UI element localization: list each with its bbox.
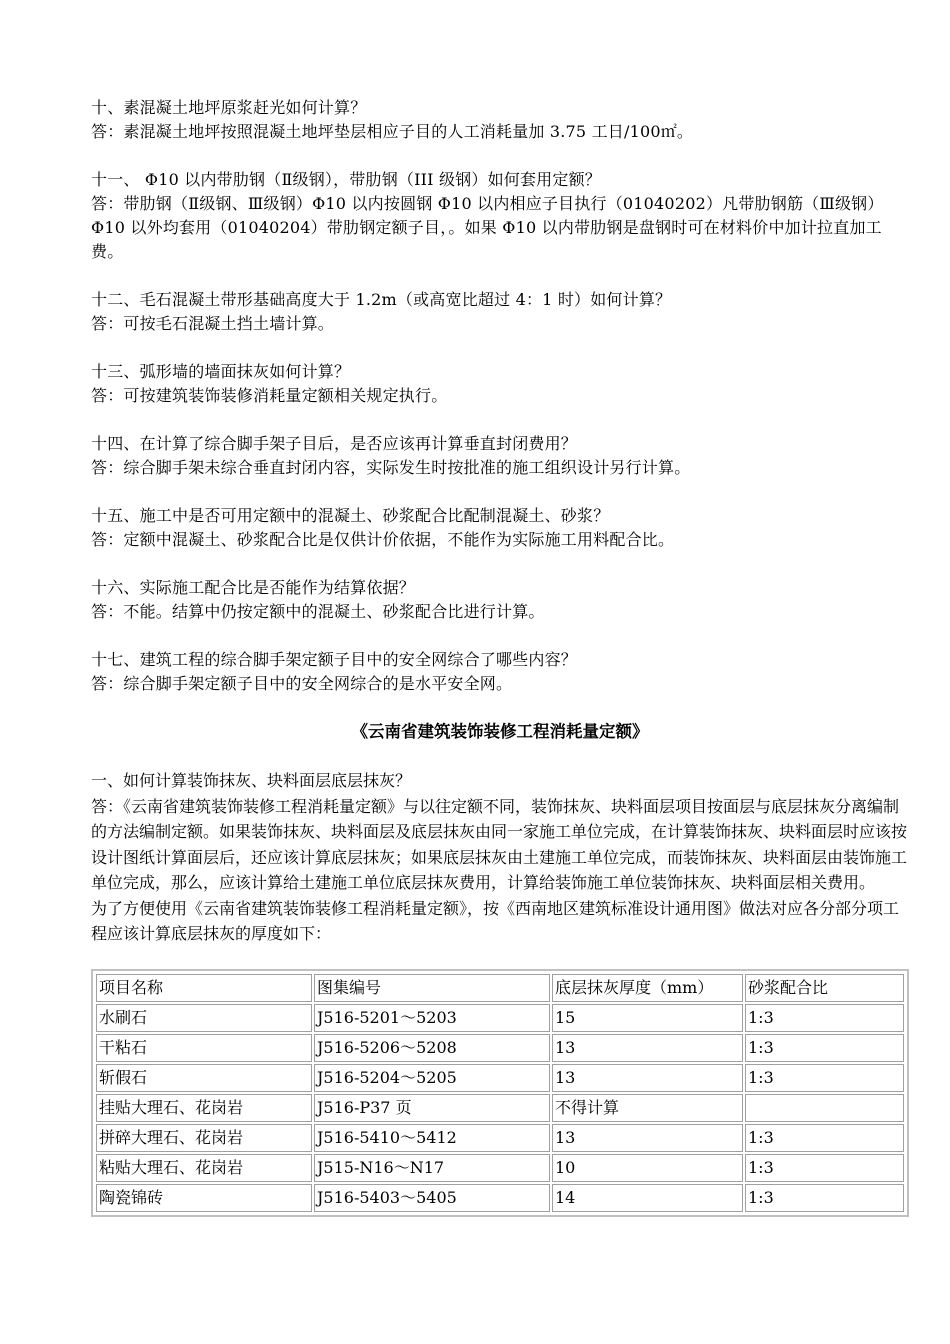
thickness-table-frame — [91, 969, 909, 1217]
table-cell: 1:3 — [745, 1034, 904, 1062]
qa-list — [91, 96, 909, 696]
table-cell: J515-N16～N17 — [314, 1154, 550, 1182]
answer-text: 答：综合脚手架定额子目中的安全网综合的是水平安全网。 — [91, 674, 513, 693]
table-row — [96, 1124, 904, 1152]
answer-text: 答：素混凝土地坪按照混凝土地坪垫层相应子目的人工消耗量加 3.75 工日/100㎡。 — [91, 122, 694, 141]
question-text: 十五、施工中是否可用定额中的混凝土、砂浆配合比配制混凝土、砂浆？ — [91, 506, 610, 525]
section-answer: 答：《云南省建筑装饰装修工程消耗量定额》与以往定额不同，装饰抹灰、块料面层项目按面层与底层抹灰分离编制的方法编制定额。如果装饰抹灰、块料面层及底层抹灰由同一家施工单位完成，在计算装饰抹灰、块料面层时应该按设计图纸计算面层后，还应该计算底层抹灰；如果底层抹灰由土建施工单位完成，而装饰抹灰、块料面层由装饰施工单位完成，那么，应该计算给土建施工单位底层抹灰费用，计算给装饰施工单位装饰抹灰、块料面层相关费用。 — [91, 796, 908, 892]
answer-text: 答：定额中混凝土、砂浆配合比是仅供计价依据，不能作为实际施工用料配合比。 — [91, 530, 675, 549]
header-cell: 砂浆配合比 — [745, 974, 904, 1002]
table-cell: 13 — [552, 1124, 743, 1152]
question-text: 十、素混凝土地坪原浆赶光如何计算？ — [91, 98, 367, 117]
table-cell: 1:3 — [745, 1154, 904, 1182]
table-row — [96, 1034, 904, 1062]
table-cell: J516-5410～5412 — [314, 1124, 550, 1152]
table-cell: J516-5201～5203 — [314, 1004, 550, 1032]
table-cell: 不得计算 — [552, 1094, 743, 1122]
qa-item — [91, 504, 909, 552]
table-cell: 粘贴大理石、花岗岩 — [96, 1154, 312, 1182]
question-text: 十三、弧形墙的墙面抹灰如何计算？ — [91, 362, 351, 381]
table-cell: 1:3 — [745, 1004, 904, 1032]
thickness-table — [94, 972, 906, 1214]
table-cell: 13 — [552, 1064, 743, 1092]
table-row — [96, 1154, 904, 1182]
table-cell: 1:3 — [745, 1124, 904, 1152]
table-cell: J516-5403～5405 — [314, 1184, 550, 1212]
qa-item — [91, 432, 909, 480]
table-cell — [745, 1094, 904, 1122]
qa-item — [91, 360, 909, 408]
table-row — [96, 1064, 904, 1092]
question-text: 十二、毛石混凝土带形基础高度大于 1.2m（或高宽比超过 4：1 时）如何计算？ — [91, 290, 672, 309]
question-text: 十六、实际施工配合比是否能作为结算依据？ — [91, 578, 416, 597]
section-title: 《云南省建筑装饰装修工程消耗量定额》 — [351, 722, 649, 741]
table-cell: 陶瓷锦砖 — [96, 1184, 312, 1212]
qa-item — [91, 96, 909, 144]
qa-item — [91, 576, 909, 624]
table-row — [96, 1184, 904, 1212]
answer-text: 答：可按建筑装饰装修消耗量定额相关规定执行。 — [91, 386, 448, 405]
section-intro: 为了方便使用《云南省建筑装饰装修工程消耗量定额》，按《西南地区建筑标准设计通用图》做法对应各分部分项工程应该计算底层抹灰的厚度如下： — [91, 898, 900, 943]
answer-text: 答：带肋钢（Ⅱ级钢、Ⅲ级钢）Φ10 以内按圆钢 Φ10 以内相应子目执行（01040202）凡带肋钢筋（Ⅲ级钢）Φ10 以外均套用（01040204）带肋钢定额子目，。如果 Φ10 以内带肋钢是盘钢时可在材料价中加计拉直加工费。 — [91, 194, 884, 261]
table-cell: 1:3 — [745, 1064, 904, 1092]
table-cell: 拼碎大理石、花岗岩 — [96, 1124, 312, 1152]
question-text: 十七、建筑工程的综合脚手架定额子目中的安全网综合了哪些内容？ — [91, 650, 578, 669]
table-header-row — [96, 974, 904, 1002]
table-cell: J516-5206～5208 — [314, 1034, 550, 1062]
table-cell: 水刷石 — [96, 1004, 312, 1032]
table-cell: 斩假石 — [96, 1064, 312, 1092]
table-cell: 挂贴大理石、花岗岩 — [96, 1094, 312, 1122]
table-cell: J516-P37 页 — [314, 1094, 550, 1122]
table-cell: J516-5204～5205 — [314, 1064, 550, 1092]
answer-text: 答：综合脚手架未综合垂直封闭内容，实际发生时按批准的施工组织设计另行计算。 — [91, 458, 691, 477]
table-cell: 1:3 — [745, 1184, 904, 1212]
qa-item — [91, 168, 909, 264]
header-cell: 图集编号 — [314, 974, 550, 1002]
qa-item — [91, 648, 909, 696]
answer-text: 答：不能。结算中仍按定额中的混凝土、砂浆配合比进行计算。 — [91, 602, 545, 621]
header-cell: 底层抹灰厚度（mm） — [552, 974, 743, 1002]
qa-item — [91, 288, 909, 336]
table-row — [96, 1004, 904, 1032]
table-cell: 15 — [552, 1004, 743, 1032]
document-page — [91, 96, 909, 1217]
section-question: 一、如何计算装饰抹灰、块料面层底层抹灰？ — [91, 771, 412, 790]
table-cell: 13 — [552, 1034, 743, 1062]
question-text: 十四、在计算了综合脚手架子目后，是否应该再计算垂直封闭费用？ — [91, 434, 578, 453]
header-cell: 项目名称 — [96, 974, 312, 1002]
table-cell: 干粘石 — [96, 1034, 312, 1062]
table-cell: 14 — [552, 1184, 743, 1212]
table-cell: 10 — [552, 1154, 743, 1182]
table-row — [96, 1094, 904, 1122]
answer-text: 答：可按毛石混凝土挡土墙计算。 — [91, 314, 335, 333]
question-text: 十一、 Φ10 以内带肋钢（Ⅱ级钢），带肋钢（III 级钢）如何套用定额？ — [91, 170, 601, 189]
